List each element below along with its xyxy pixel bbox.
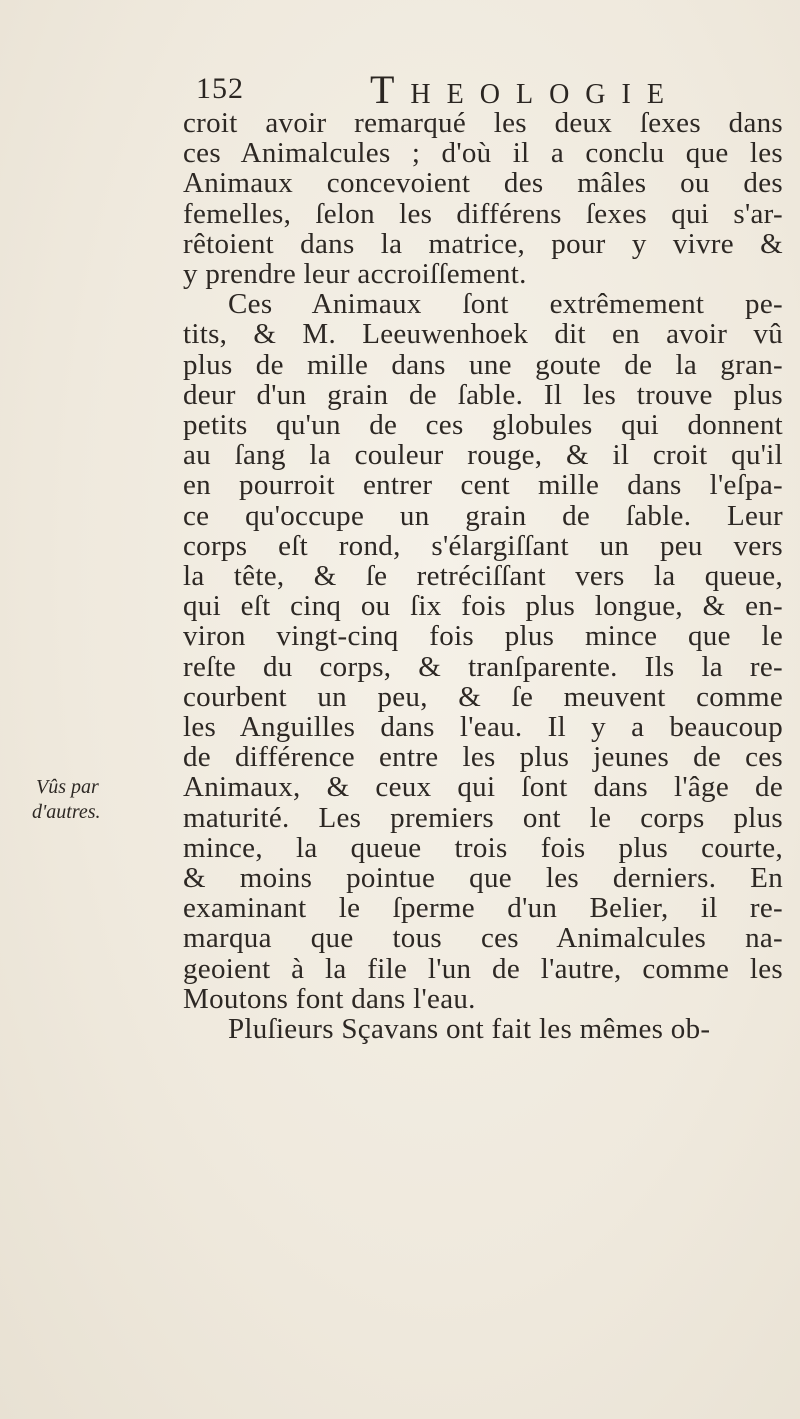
text-line: marqua que tous ces Animalcules na- [183, 922, 783, 955]
text-line: & moins pointue que les derniers. En [183, 862, 783, 895]
text-line: femelles, ſelon les différens ſexes qui s'ar- [183, 197, 783, 230]
text-line: les Anguilles dans l'eau. Il y a beaucoup [183, 711, 783, 744]
text-line: Moutons font dans l'eau. [183, 982, 476, 1015]
text-line: en pourroit entrer cent mille dans l'eſpa- [183, 469, 783, 502]
text-line: reſte du corps, & tranſparente. Ils la re- [183, 650, 783, 683]
text-line: la tête, & ſe retréciſſant vers la queue, [183, 560, 783, 593]
text-line: de différence entre les plus jeunes de ces [183, 741, 783, 774]
text-line: corps eſt rond, s'élargiſſant un peu vers [183, 529, 783, 562]
text-line: Ces Animaux ſont extrêmement pe- [228, 288, 783, 321]
text-line: qui eſt cinq ou ſix fois plus longue, & en- [183, 590, 783, 623]
text-line: mince, la queue trois fois plus courte, [183, 831, 783, 864]
text-line: ces Animalcules ; d'où il a conclu que les [183, 137, 783, 170]
text-line: y prendre leur accroiſſement. [183, 258, 527, 291]
text-line: au ſang la couleur rouge, & il croit qu'il [183, 439, 783, 472]
text-line: petits qu'un de ces globules qui donnent [183, 409, 783, 442]
text-line: Animaux concevoient des mâles ou des [183, 167, 783, 200]
text-line: ce qu'occupe un grain de ſable. Leur [183, 499, 783, 532]
text-line: Pluſieurs Sçavans ont fait les mêmes ob- [228, 1013, 711, 1046]
paragraph-2 [183, 289, 783, 1014]
text-line: deur d'un grain de ſable. Il les trouve plus [183, 378, 783, 411]
text-line: geoient à la file l'un de l'autre, comme les [183, 952, 783, 985]
running-head: Theologie [370, 67, 680, 112]
text-line: croit avoir remarqué les deux ſexes dans [183, 107, 783, 139]
paragraph-1 [183, 108, 783, 289]
text-line: tits, & M. Leeuwenhoek dit en avoir vû [183, 318, 783, 351]
body-text [183, 108, 783, 1044]
margin-note-line-1: Vûs par [36, 776, 99, 798]
text-line: viron vingt-cinq fois plus mince que le [183, 620, 783, 653]
paragraph-3 [183, 1014, 783, 1044]
text-line: courbent un peu, & ſe meuvent comme [183, 680, 783, 713]
text-line: maturité. Les premiers ont le corps plus [183, 801, 783, 834]
text-line: Animaux, & ceux qui ſont dans l'âge de [183, 771, 783, 804]
text-line: plus de mille dans une goute de la gran- [183, 348, 783, 381]
margin-note-line-2: d'autres. [32, 801, 101, 823]
page-number: 152 [196, 72, 244, 105]
text-line: examinant le ſperme d'un Belier, il re- [183, 892, 783, 925]
text-line: rêtoient dans la matrice, pour y vivre & [183, 227, 783, 260]
